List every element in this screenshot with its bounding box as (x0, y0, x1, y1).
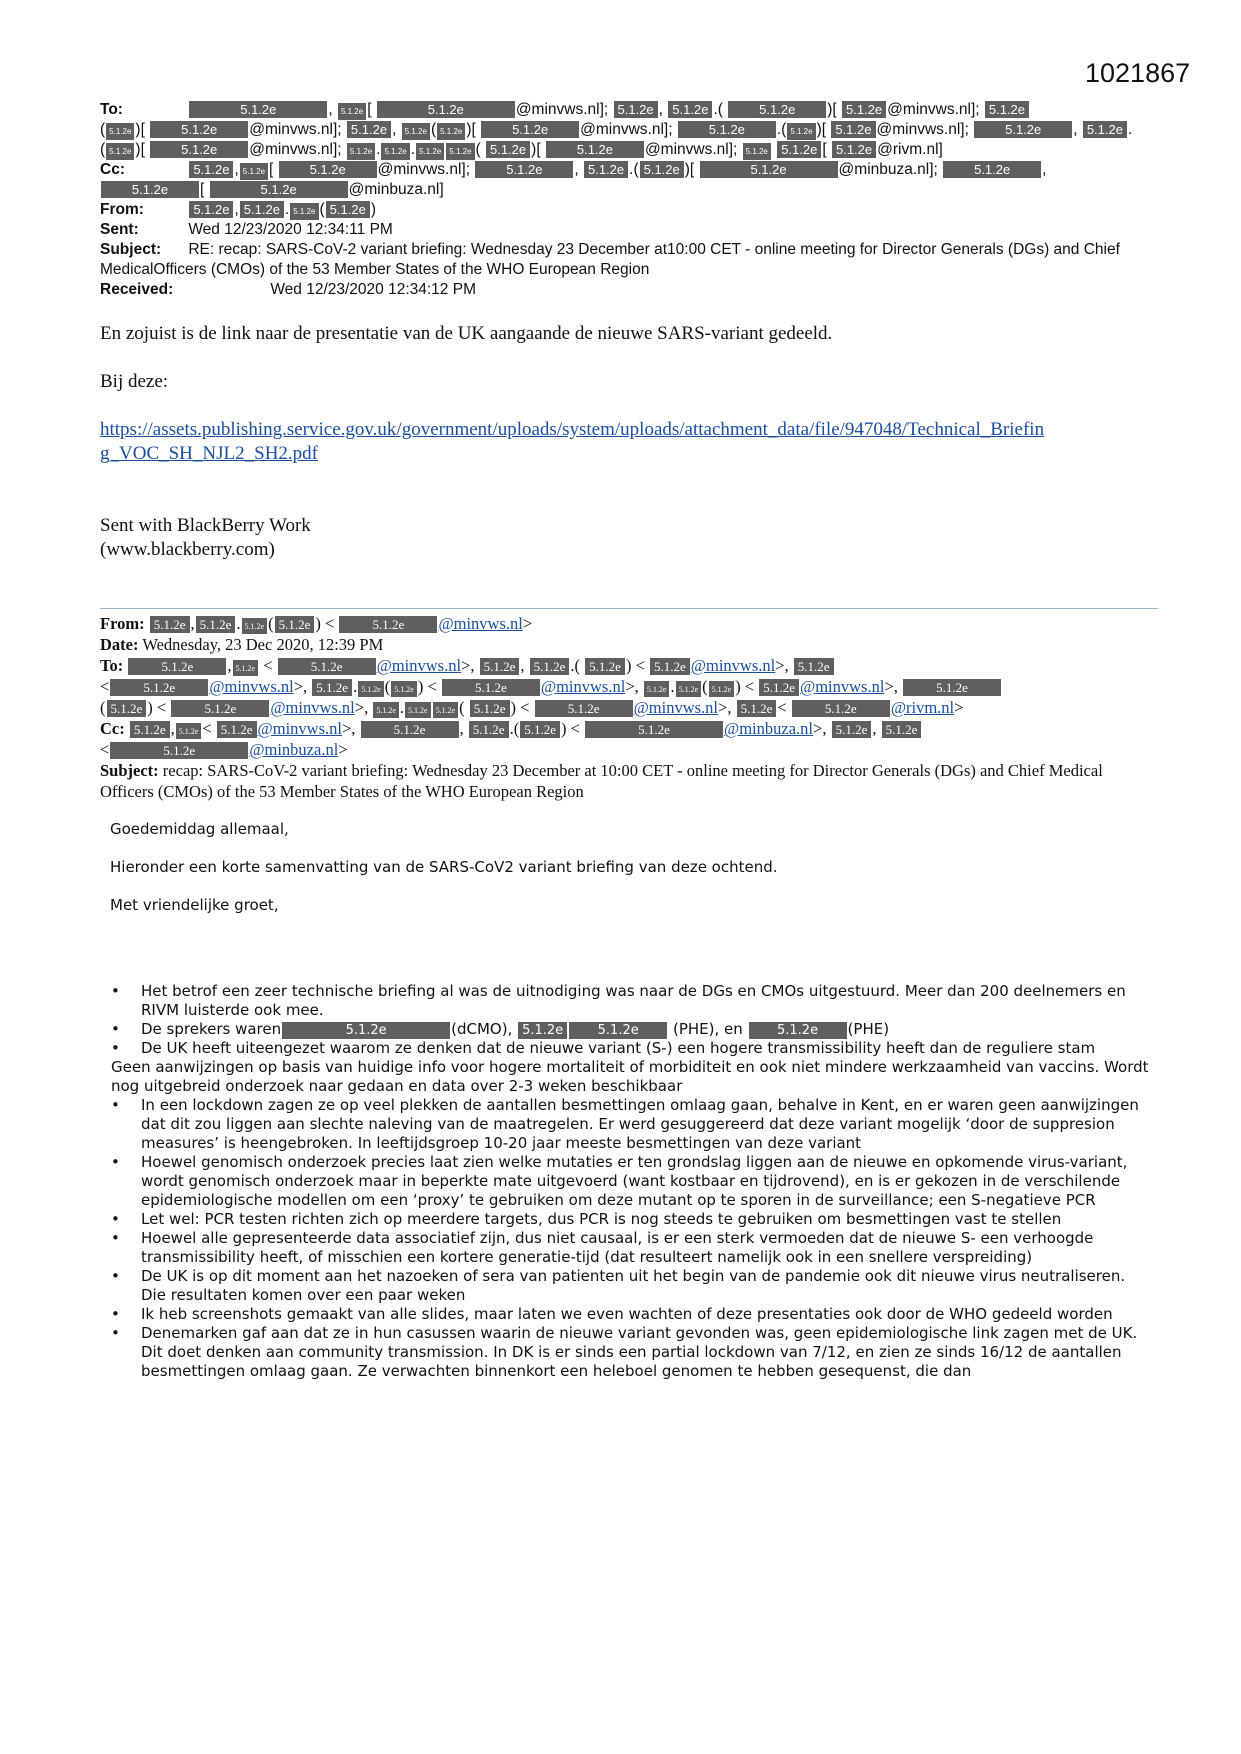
date-value: Wednesday, 23 Dec 2020, 12:39 PM (142, 635, 384, 654)
redaction: 5.1.2e (650, 658, 690, 675)
list-item-speakers (141, 1020, 1150, 1039)
redaction: 5.1.2e (832, 721, 872, 738)
redaction: 5.1.2e (585, 721, 723, 738)
to-row: To: 5.1.2e , 5.1.2e [ 5.1.2e @minvws.nl]; 5.1.2e , 5.1.2e .( 5.1.2e )[ 5.1.2e @minvws.nl]; 5.1.2e (100, 100, 1160, 120)
received-row (100, 280, 1160, 300)
received-label: Received: (100, 281, 174, 298)
redaction: 5.1.2e (402, 123, 430, 140)
redaction: 5.1.2e (189, 201, 233, 218)
redaction: 5.1.2e (361, 721, 459, 738)
redaction: 5.1.2e (943, 161, 1041, 178)
redaction: 5.1.2e (110, 742, 248, 759)
document-number: 1021867 (1085, 58, 1191, 88)
email-domain[interactable]: @minvws.nl (800, 677, 885, 696)
redaction: 5.1.2e (469, 721, 509, 738)
redaction: 5.1.2e (130, 721, 170, 738)
redaction: 5.1.2e (737, 700, 777, 717)
to-label: To: (100, 656, 124, 675)
redaction: 5.1.2e (437, 123, 465, 140)
speakers-phe1: (PHE), en (672, 1020, 743, 1038)
redaction: 5.1.2e (842, 101, 886, 118)
redaction: 5.1.2e (1083, 121, 1127, 138)
email-domain[interactable]: @minvws.nl (438, 614, 523, 633)
email-domain: @minbuza.nl]; (838, 161, 938, 178)
subject-row (100, 240, 1160, 280)
redaction: 5.1.2e (189, 101, 327, 118)
email-domain[interactable]: @rivm.nl (890, 698, 955, 717)
list-item: • Hoewel genomisch onderzoek precies laat zien welke mutaties er ten grondslag liggen aan de nieuwe en opkomende virus-variant, wordt genomisch onderzoek maar in beperkte mate uitgevoerd (want kostbaar en tijdrovend), en is er gekozen in de verschilende epidemiologische modellen om een ‘proxy’ te gebruiken om deze mutant op te sporen in de surveillance; een S-negatieve PCR (141, 1153, 1150, 1210)
subject-value: recap: SARS-CoV-2 variant briefing: Wednesday 23 December at 10:00 CET - online meeting for Director Generals (DGs) and Chief Medical Officers (CMOs) of the 53 Member States of the WHO European Region (100, 761, 1103, 801)
redaction: 5.1.2e (569, 1022, 667, 1039)
email-domain[interactable]: @minvws.nl (257, 719, 342, 738)
redaction: 5.1.2e (644, 681, 670, 697)
redaction: 5.1.2e (347, 143, 375, 160)
signature (100, 514, 1160, 562)
redaction: 5.1.2e (106, 143, 134, 160)
cc-label: Cc: (100, 161, 125, 178)
redaction: 5.1.2e (196, 616, 236, 633)
redaction: 5.1.2e (903, 679, 1001, 696)
redaction: 5.1.2e (486, 141, 530, 158)
email-domain: @minvws.nl]; (377, 161, 471, 178)
email-domain: @minvws.nl]; (876, 121, 969, 138)
subject-label: Subject: (100, 241, 162, 258)
list-item: • Denemarken gaf aan dat ze in hun casussen waarin de nieuwe variant gevonden was, geen epidemiologische link zagen met de UK. Dit doet denken aan community transmission. In DK is er sinds een partial lockdown van 7/12, en zien ze sinds 16/12 de aantallen besmettingen omlaag gaan. Ze verwachten binnenkort een heleboel genomen te hebben gesequenst, die dan (141, 1324, 1150, 1381)
redaction: 5.1.2e (584, 161, 628, 178)
to-row: To: 5.1.2e , 5.1.2e < 5.1.2e @minvws.nl>, 5.1.2e , 5.1.2e .( 5.1.2e ) < 5.1.2e @minvws.nl>, 5.1.2e (100, 655, 1160, 676)
cc-row-2: 5.1.2e [ 5.1.2e @minbuza.nl] (100, 180, 1160, 200)
redaction: 5.1.2e (416, 143, 444, 160)
redaction: 5.1.2e (530, 658, 570, 675)
redaction: 5.1.2e (832, 141, 876, 158)
redaction: 5.1.2e (377, 101, 515, 118)
redaction: 5.1.2e (339, 616, 437, 633)
email-domain[interactable]: @minvws.nl (633, 698, 719, 717)
email-domain: @minvws.nl]; (580, 121, 673, 138)
email-domain: @minbuza.nl] (348, 181, 444, 198)
redaction: 5.1.2e (373, 702, 399, 718)
email-domain[interactable]: @minvws.nl (540, 677, 626, 696)
redaction: 5.1.2e (749, 1022, 847, 1039)
email-domain: @minvws.nl]; (249, 141, 342, 158)
subject-label: Subject: (100, 761, 159, 780)
separator-line (100, 608, 1158, 609)
cc-row: Cc: 5.1.2e , 5.1.2e < 5.1.2e @minvws.nl>, 5.1.2e , 5.1.2e .( 5.1.2e ) < 5.1.2e @minbuza.nl>, 5.1.2e , 5.1.2e (100, 718, 1160, 739)
redaction: 5.1.2e (668, 101, 712, 118)
redaction: 5.1.2e (101, 181, 199, 198)
redaction: 5.1.2e (518, 1022, 567, 1039)
redaction: 5.1.2e (150, 616, 190, 633)
redaction: 5.1.2e (678, 121, 776, 138)
sent-row (100, 220, 1160, 240)
email-domain: @minvws.nl]; (887, 101, 980, 118)
cc-row: Cc: 5.1.2e , 5.1.2e [ 5.1.2e @minvws.nl]; 5.1.2e , 5.1.2e .( 5.1.2e )[ 5.1.2e @minbuza.nl]; 5.1.2e , (100, 161, 1047, 178)
signature-line-1: Sent with BlackBerry Work (100, 515, 311, 536)
redaction: 5.1.2e (189, 161, 233, 178)
redaction: 5.1.2e (282, 1022, 450, 1039)
email-domain: @minvws.nl]; (249, 121, 342, 138)
greeting: Goedemiddag allemaal, (110, 820, 289, 838)
presentation-link[interactable] (100, 418, 1160, 466)
date-row (100, 634, 1160, 655)
redaction: 5.1.2e (792, 700, 890, 717)
list-item: • De UK is op dit moment aan het nazoeken of sera van patienten uit het begin van de pandemie ook dit nieuwe virus neutraliseren. Die resultaten komen over een paar weken (141, 1267, 1150, 1305)
speakers-prefix: De sprekers waren (141, 1020, 282, 1038)
speakers-dcmo: (dCMO), (451, 1020, 513, 1038)
redaction: 5.1.2e (128, 658, 226, 675)
cc-label: Cc: (100, 719, 125, 738)
redaction: 5.1.2e (150, 121, 248, 138)
from-row: From: 5.1.2e , 5.1.2e . 5.1.2e ( 5.1.2e ) (100, 201, 376, 218)
redaction: 5.1.2e (882, 721, 922, 738)
from-row-2: From: 5.1.2e , 5.1.2e . 5.1.2e ( 5.1.2e ) < 5.1.2e @minvws.nl> (100, 614, 533, 633)
redaction: 5.1.2e (794, 658, 834, 675)
redaction: 5.1.2e (676, 681, 702, 697)
redaction: 5.1.2e (709, 681, 735, 697)
redaction: 5.1.2e (176, 723, 202, 739)
subject-value: RE: recap: SARS-CoV-2 variant briefing: Wednesday 23 December at10:00 CET - online meeting for Director Generals (DGs) and Chief MedicalOfficers (CMOs) of the 53 Member States of the WHO European Region (100, 241, 1120, 278)
list-item: • Hoewel alle gepresenteerde data associatief zijn, dus niet causaal, is er een sterk vermoeden dat de nieuwe S- een verhoogde transmissibility heeft, of misschien een kortere generatie-tijd (dat resulteert namelijk ook in een snellere verspreiding) (141, 1229, 1150, 1267)
redaction: 5.1.2e (242, 618, 268, 634)
redaction: 5.1.2e (743, 143, 771, 160)
date-label: Date: (100, 635, 139, 654)
redaction: 5.1.2e (347, 121, 391, 138)
subject-row (100, 760, 1160, 802)
redaction: 5.1.2e (240, 201, 284, 218)
to-row-2: < 5.1.2e @minvws.nl>, 5.1.2e . 5.1.2e ( 5.1.2e ) < 5.1.2e @minvws.nl>, 5.1.2e . 5.1.2e ( 5.1.2e ) < 5.1.2e @minvws.nl>, 5.1.2e (100, 676, 1160, 697)
redaction: 5.1.2e (728, 101, 826, 118)
redaction: 5.1.2e (106, 123, 134, 140)
redaction: 5.1.2e (759, 679, 799, 696)
redaction: 5.1.2e (470, 700, 510, 717)
redaction: 5.1.2e (107, 700, 147, 717)
email-domain: @rivm.nl] (877, 141, 943, 158)
redaction: 5.1.2e (381, 143, 409, 160)
redaction: 5.1.2e (585, 658, 625, 675)
to-label: To: (100, 101, 123, 118)
body-paragraph: Bij deze: (100, 371, 169, 392)
redaction: 5.1.2e (481, 121, 579, 138)
redaction: 5.1.2e (338, 103, 366, 120)
sent-value: Wed 12/23/2020 12:34:11 PM (188, 221, 393, 238)
email-domain: @minvws.nl]; (515, 101, 609, 118)
list-item: • De UK heeft uiteengezet waarom ze denken dat de nieuwe variant (S-) een hogere transmissibility heeft dan de reguliere stam (141, 1039, 1150, 1058)
redaction: 5.1.2e (974, 121, 1072, 138)
list-item: • Het betrof een zeer technische briefing al was de uitnodiging was naar de DGs en CMOs uitgestuurd. Meer dan 200 deelnemers en RIVM luisterde ook mee. (141, 982, 1150, 1020)
redaction: 5.1.2e (614, 101, 658, 118)
redaction: 5.1.2e (358, 681, 384, 697)
intro: Hieronder een korte samenvatting van de SARS-CoV2 variant briefing van deze ochtend. (110, 858, 778, 876)
to-row-2: ( 5.1.2e )[ 5.1.2e @minvws.nl]; 5.1.2e , 5.1.2e ( 5.1.2e )[ 5.1.2e @minvws.nl]; 5.1.2e .( 5.1.2e )[ 5.1.2e @minvws.nl]; 5.1.2e , 5.1.2e . (100, 121, 1133, 138)
redaction: 5.1.2e (546, 141, 644, 158)
from-label: From: (100, 614, 145, 633)
email-domain[interactable]: @minvws.nl (376, 656, 462, 675)
redaction: 5.1.2e (217, 721, 257, 738)
redaction: 5.1.2e (831, 121, 875, 138)
email-body-2 (110, 820, 1140, 934)
redaction: 5.1.2e (110, 679, 208, 696)
redaction: 5.1.2e (275, 616, 315, 633)
redaction: 5.1.2e (700, 161, 838, 178)
list-item: • Let wel: PCR testen richten zich op meerdere targets, dus PCR is nog steeds te gebruiken om besmettingen vast te stellen (141, 1210, 1150, 1229)
email-header-1 (100, 100, 1160, 300)
redaction: 5.1.2e (520, 721, 560, 738)
redaction: 5.1.2e (475, 161, 573, 178)
redaction: 5.1.2e (446, 143, 474, 160)
list-item: • Ik heb screenshots gemaakt van alle slides, maar laten we even wachten of deze presentaties ook door de WHO gedeeld worden (141, 1305, 1150, 1324)
redaction: 5.1.2e (210, 181, 348, 198)
body-paragraph: En zojuist is de link naar de presentatie van de UK aangaande de nieuwe SARS-variant gedeeld. (100, 323, 833, 344)
redaction: 5.1.2e (777, 141, 821, 158)
to-row-3: ( 5.1.2e ) < 5.1.2e @minvws.nl>, 5.1.2e . 5.1.2e 5.1.2e ( 5.1.2e ) < 5.1.2e @minvws.nl>, 5.1.2e < 5.1.2e @rivm.nl> (100, 698, 964, 717)
redaction: 5.1.2e (985, 101, 1029, 118)
email-domain[interactable]: @minbuza.nl (724, 719, 814, 738)
from-label: From: (100, 201, 144, 218)
redaction: 5.1.2e (233, 660, 259, 676)
redaction: 5.1.2e (535, 700, 633, 717)
summary-bullets (100, 982, 1150, 1381)
redaction: 5.1.2e (405, 702, 431, 718)
link-line-1[interactable]: https://assets.publishing.service.gov.uk/government/uploads/system/uploads/attachment_data/file/947048/Technical_Briefin (100, 419, 1045, 440)
cc-row-2: < 5.1.2e @minbuza.nl> (100, 740, 348, 759)
email-domain[interactable]: @minvws.nl (270, 698, 355, 717)
link-line-2[interactable]: g_VOC_SH_NJL2_SH2.pdf (100, 443, 318, 464)
email-domain: @minvws.nl]; (644, 141, 738, 158)
speakers-phe2: (PHE) (847, 1020, 890, 1038)
redaction: 5.1.2e (312, 679, 352, 696)
email-domain[interactable]: @minvws.nl (690, 656, 776, 675)
redaction: 5.1.2e (150, 141, 248, 158)
email-header-2 (100, 613, 1160, 802)
redaction: 5.1.2e (171, 700, 269, 717)
redaction: 5.1.2e (279, 161, 377, 178)
redaction: 5.1.2e (640, 161, 684, 178)
received-value: Wed 12/23/2020 12:34:12 PM (270, 281, 476, 298)
redaction: 5.1.2e (442, 679, 540, 696)
redaction: 5.1.2e (240, 163, 268, 180)
redaction: 5.1.2e (290, 203, 318, 220)
redaction: 5.1.2e (278, 658, 376, 675)
redaction: 5.1.2e (326, 201, 370, 218)
redaction: 5.1.2e (787, 123, 815, 140)
redaction: 5.1.2e (433, 702, 459, 718)
email-domain[interactable]: @minvws.nl (209, 677, 294, 696)
email-domain[interactable]: @minbuza.nl (249, 740, 339, 759)
to-row-3: ( 5.1.2e )[ 5.1.2e @minvws.nl]; 5.1.2e . 5.1.2e . 5.1.2e 5.1.2e ( 5.1.2e )[ 5.1.2e @minvws.nl]; 5.1.2e 5.1.2e [ 5.1.2e @rivm.nl] (100, 141, 943, 158)
list-item: • In een lockdown zagen ze op veel plekken de aantallen besmettingen omlaag gaan, behalve in Kent, en er waren geen aanwijzingen dat dit zou liggen aan slechte naleving van de maatregelen. Er werd gesuggereerd dat deze variant mogelijk ‘door de suppresion measures’ is heengebroken. In leeftijdsgroep 10-20 jaar meeste besmettingen van deze variant (141, 1096, 1150, 1153)
redaction: 5.1.2e (391, 681, 417, 697)
signature-line-2: (www.blackberry.com) (100, 539, 275, 560)
email-body-1 (100, 322, 1160, 586)
closing: Met vriendelijke groet, (110, 896, 279, 914)
paragraph: Geen aanwijzingen op basis van huidige info voor hogere mortaliteit of morbiditeit en ook niet mindere werkzaamheid van vaccins. Wordt nog uitgebreid onderzoek naar gedaan en data over 2-3 weken beschikbaar (111, 1058, 1149, 1095)
sent-label: Sent: (100, 221, 139, 238)
redaction: 5.1.2e (480, 658, 520, 675)
